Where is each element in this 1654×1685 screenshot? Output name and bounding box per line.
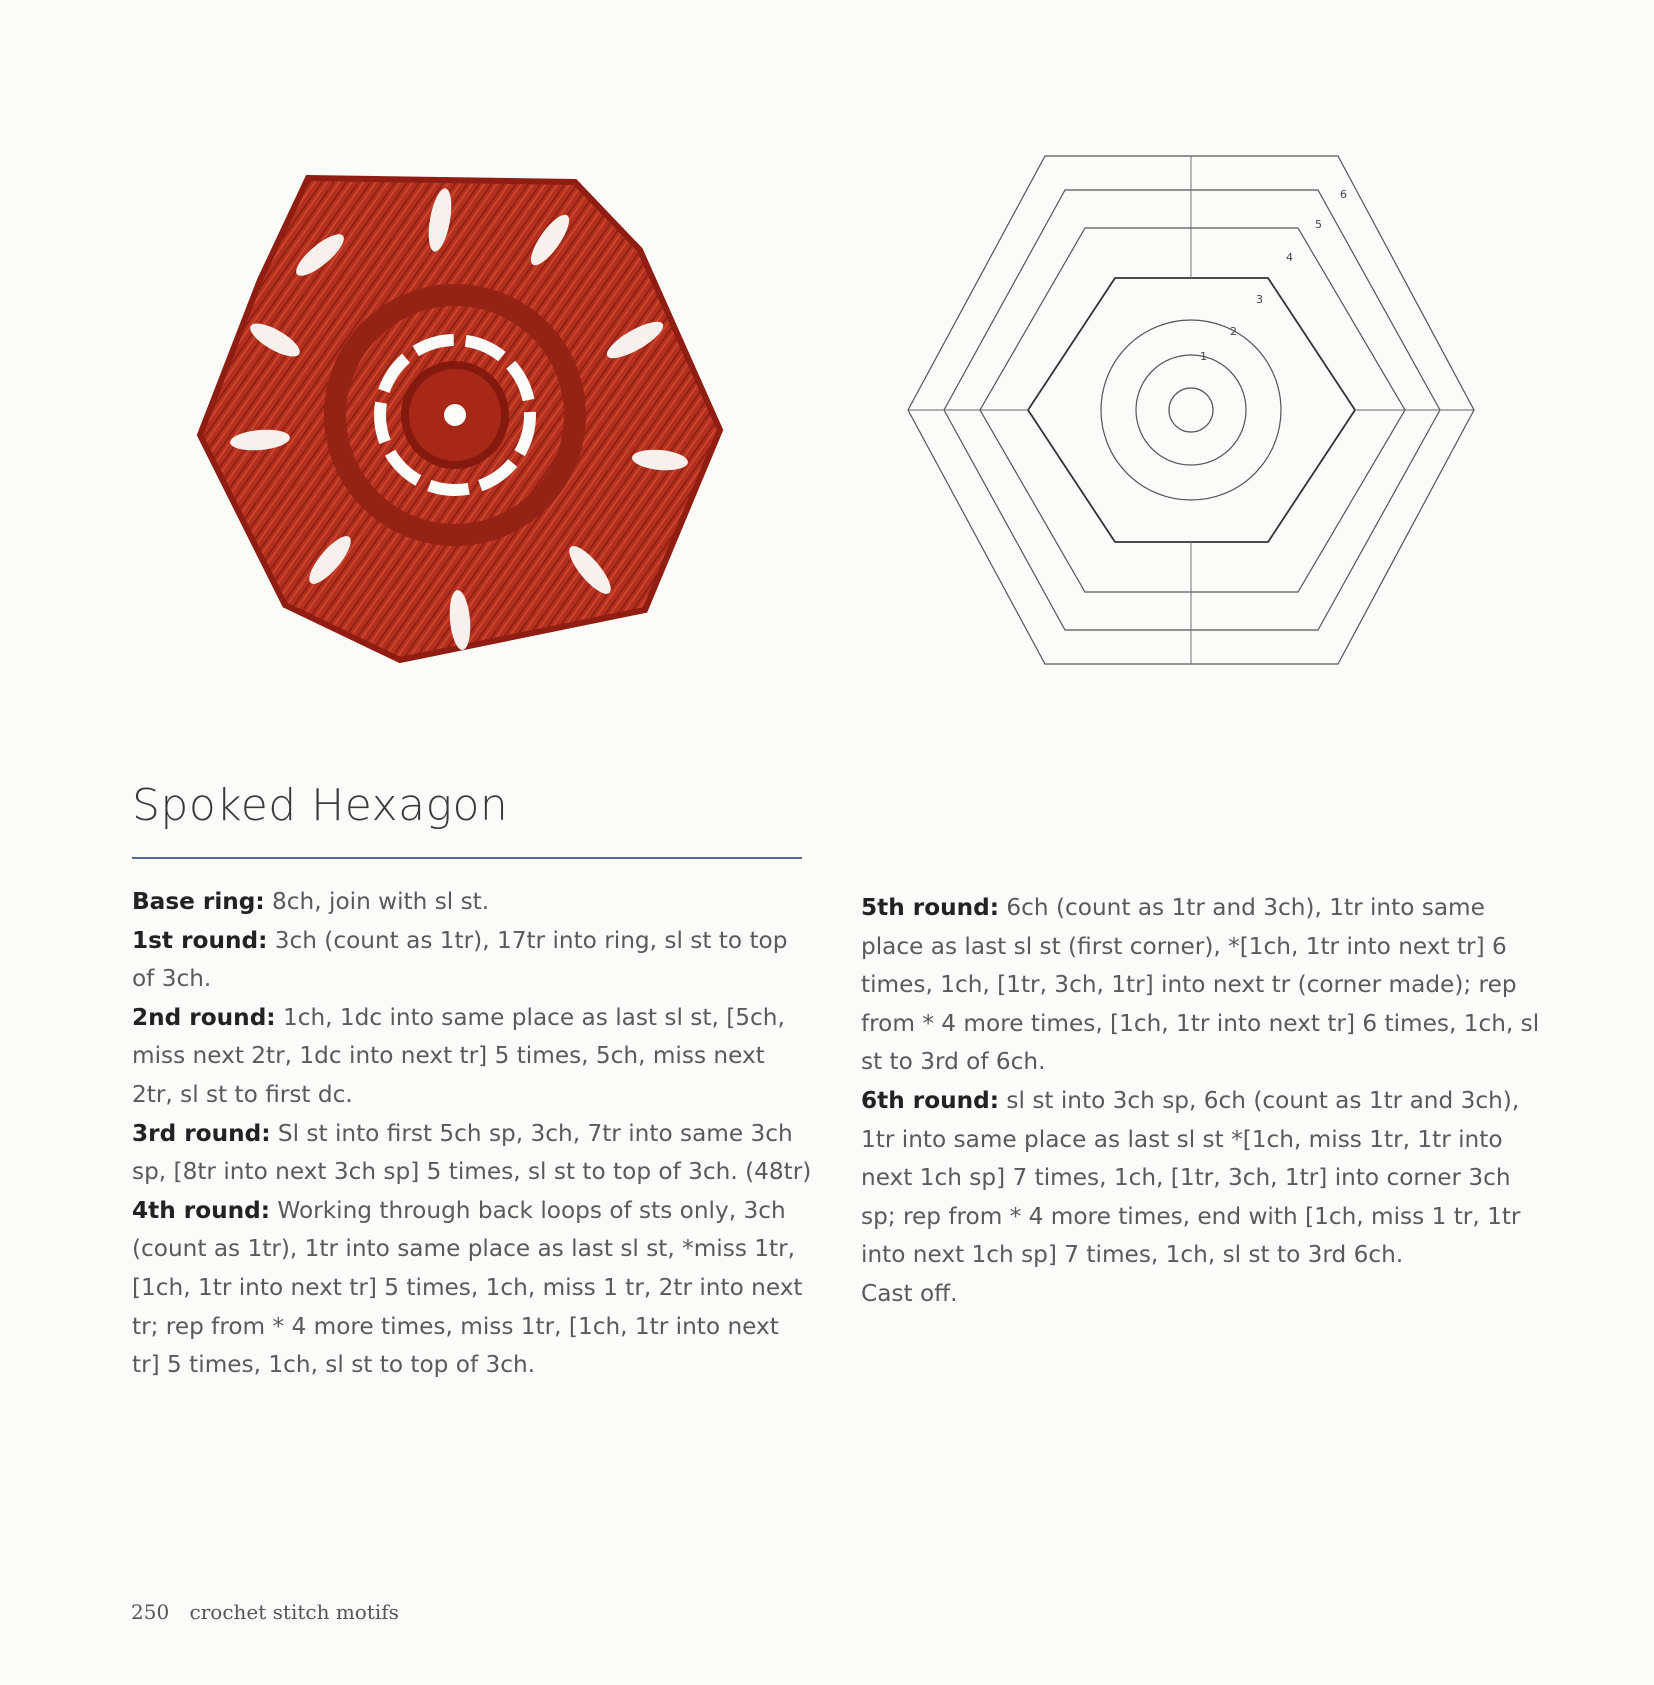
chart-label-4: 4 (1286, 251, 1293, 264)
instruction-text: 6ch (count as 1tr and 3ch), 1tr into same place as last sl st (first corner), *[1ch, 1tr into next tr] 6 times, 1ch, [1tr, 3ch, 1tr] into next tr (corner made); rep from * 4 more times, [1ch, 1tr into next tr] 6 times, 1ch, sl st to 3rd of 6ch. (861, 894, 1540, 1076)
page-footer (131, 1600, 399, 1624)
instruction-base-ring (132, 883, 812, 922)
page-number: 250 (131, 1600, 170, 1624)
instruction-text: 1ch, 1dc into same place as last sl st, [5ch, miss next 2tr, 1dc into next tr] 5 times, 5ch, miss next 2tr, sl st to first dc. (132, 1003, 785, 1108)
instruction-round-4 (132, 1192, 812, 1385)
instructions-left (132, 883, 812, 1385)
instruction-text: Sl st into first 5ch sp, 3ch, 7tr into same 3ch sp, [8tr into next 3ch sp] 5 times, sl st to top of 3ch. (48tr) (132, 1119, 812, 1186)
section-name: crochet stitch motifs (189, 1600, 399, 1624)
motif-photo (190, 160, 780, 690)
instruction-label: 1st round: (132, 926, 268, 954)
stitch-diagram (900, 150, 1480, 670)
instruction-text: 3ch (count as 1tr), 17tr into ring, sl st to top of 3ch. (132, 926, 788, 993)
chart-label-2: 2 (1230, 325, 1237, 338)
instruction-text: Cast off. (861, 1279, 958, 1307)
page-title: Spoked Hexagon (132, 780, 509, 831)
instruction-text: Working through back loops of sts only, 3ch (count as 1tr), 1tr into same place as last sl st, *miss 1tr, [1ch, 1tr into next tr] 5 times, 1ch, miss 1 tr, 2tr into next tr; rep from * 4 more times, miss 1tr, [1ch, 1tr into next tr] 5 times, 1ch, sl st to top of 3ch. (132, 1196, 803, 1379)
title-rule (132, 857, 802, 859)
chart-label-6: 6 (1340, 188, 1347, 201)
instruction-round-3 (132, 1115, 812, 1192)
instruction-label: 3rd round: (132, 1119, 271, 1147)
instruction-label: 6th round: (861, 1086, 1000, 1114)
instruction-label: Base ring: (132, 888, 265, 915)
chart-label-1: 1 (1200, 350, 1207, 363)
instruction-text: 8ch, join with sl st. (264, 888, 490, 915)
instruction-label: 2nd round: (132, 1003, 276, 1031)
instruction-label: 5th round: (861, 894, 1000, 921)
instruction-label: 4th round: (132, 1196, 271, 1224)
instruction-round-2 (132, 999, 812, 1115)
instructions-right (861, 889, 1551, 1314)
chart-label-5: 5 (1315, 218, 1322, 231)
instruction-round-6 (861, 1082, 1551, 1275)
instruction-cast-off (861, 1275, 1551, 1314)
instruction-round-1 (132, 922, 812, 999)
instruction-text: sl st into 3ch sp, 6ch (count as 1tr and 3ch), 1tr into same place as last sl st *[1ch, miss 1tr, 1tr into next 1ch sp] 7 times, 1ch, [1tr, 3ch, 1tr] into corner 3ch sp; rep from * 4 more times, end with [1ch, miss 1 tr, 1tr into next 1ch sp] 7 times, 1ch, sl st to 3rd 6ch. (861, 1086, 1521, 1269)
chart-label-3: 3 (1256, 293, 1263, 306)
instruction-round-5 (861, 889, 1551, 1082)
